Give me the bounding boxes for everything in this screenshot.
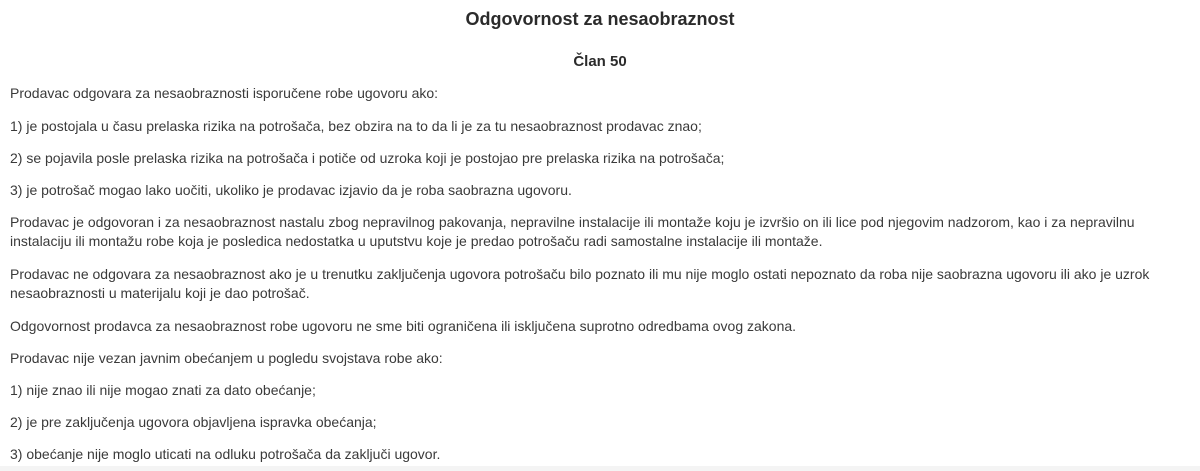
promise-item-2: 2) je pre zaključenja ugovora objavljena ispravka obećanja; (10, 414, 377, 430)
article-number: Član 50 (573, 53, 627, 70)
paragraph-exemption: Prodavac ne odgovara za nesaobraznost ako je u trenutku zaključenja ugovora potrošaču bilo poznato ili mu nije moglo ostati nepoznato da roba nije saobrazna ugovoru ili ako je uzrok nesaobraznosti u materijalu koji je dao potrošač. (10, 266, 1150, 301)
paragraph-intro: Prodavac odgovara za nesaobraznosti isporučene robe ugovoru ako: (10, 85, 439, 101)
section-title: Odgovornost za nesaobraznost (465, 9, 735, 29)
list-item-2: 2) se pojavila posle prelaska rizika na potrošača i potiče od uzroka koji je postojao pre prelaska rizika na potrošača; (10, 150, 725, 166)
paragraph-liability-limit: Odgovornost prodavca za nesaobraznost robe ugovoru ne sme biti ograničena ili isključena suprotno odredbama ovog zakona. (10, 318, 797, 334)
bottom-divider (0, 466, 1200, 471)
list-item-1: 1) je postojala u času prelaska rizika na potrošača, bez obzira na to da li je za tu nesaobraznost prodavac znao; (10, 118, 702, 134)
list-item-3: 3) je potrošač mogao lako uočiti, ukoliko je prodavac izjavio da je roba saobrazna ugovoru. (10, 182, 572, 198)
promise-item-3: 3) obećanje nije moglo uticati na odluku potrošača da zaključi ugovor. (10, 446, 441, 462)
paragraph-public-promise: Prodavac nije vezan javnim obećanjem u pogledu svojstava robe ako: (10, 350, 443, 366)
paragraph-packaging-installation: Prodavac je odgovoran i za nesaobraznost nastalu zbog nepravilnog pakovanja, nepravilne instalacije ili montaže koju je izvršio on ili lice pod njegovim nadzorom, kao i za nepravilnu instalaciju ili montažu robe koja je posledica nedostatka u uputstvu koje je predao potrošaču radi samostalne instalacije ili montaže. (10, 214, 1135, 249)
promise-item-1: 1) nije znao ili nije mogao znati za dato obećanje; (10, 382, 316, 398)
